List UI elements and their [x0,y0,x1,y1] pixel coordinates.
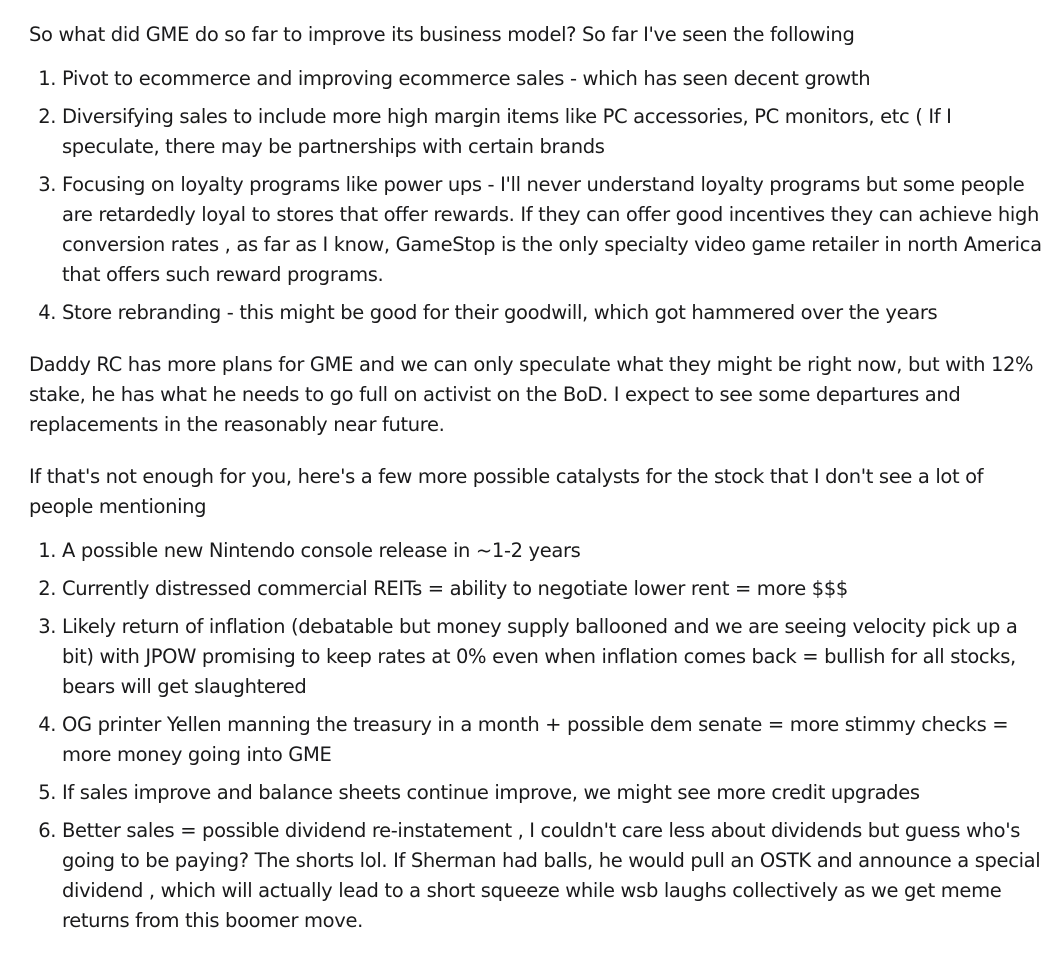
catalysts-intro-paragraph: If that's not enough for you, here's a few more possible catalysts for the stock that I don't see a lot of people mentioning [29,465,984,518]
list-item: 2. Diversifying sales to include more high margin items like PC accessories, PC monitors, etc ( If I speculate, there may be partnerships with certain brands [62,102,1042,162]
catalysts-list [29,536,1042,936]
improvements-list [29,64,1042,328]
list-item: 5. If sales improve and balance sheets continue improve, we might see more credit upgrades [62,778,1042,808]
list-item: 3. Likely return of inflation (debatable but money supply ballooned and we are seeing velocity pick up a bit) with JPOW promising to keep rates at 0% even when inflation comes back = bullish for all stocks, bears will get slaughtered [62,612,1042,702]
list-item: 6. Better sales = possible dividend re-instatement , I couldn't care less about dividends but guess who's going to be paying? The shorts lol. If Sherman had balls, he would pull an OSTK and announce a special dividend , which will actually lead to a short squeeze while wsb laughs collectively as we get meme returns from this boomer move. [62,816,1042,936]
list-item: 1. A possible new Nintendo console release in ~1-2 years [62,536,1042,566]
list-item: 2. Currently distressed commercial REITs = ability to negotiate lower rent = more $$$ [62,574,1042,604]
list-item: 1. Pivot to ecommerce and improving ecommerce sales - which has seen decent growth [62,64,1042,94]
rc-paragraph: Daddy RC has more plans for GME and we can only speculate what they might be right now, but with 12% stake, he has what he needs to go full on activist on the BoD. I expect to see some departures and replacements in the reasonably near future. [29,353,1034,436]
list-item: 3. Focusing on loyalty programs like power ups - I'll never understand loyalty programs but some people are retardedly loyal to stores that offer rewards. If they can offer good incentives they can achieve high conversion rates , as far as I know, GameStop is the only specialty video game retailer in north America that offers such reward programs. [62,170,1042,290]
intro-paragraph: So what did GME do so far to improve its business model? So far I've seen the following [29,23,855,46]
list-item: 4. Store rebranding - this might be good for their goodwill, which got hammered over the years [62,298,1042,328]
list-item: 4. OG printer Yellen manning the treasury in a month + possible dem senate = more stimmy checks = more money going into GME [62,710,1042,770]
